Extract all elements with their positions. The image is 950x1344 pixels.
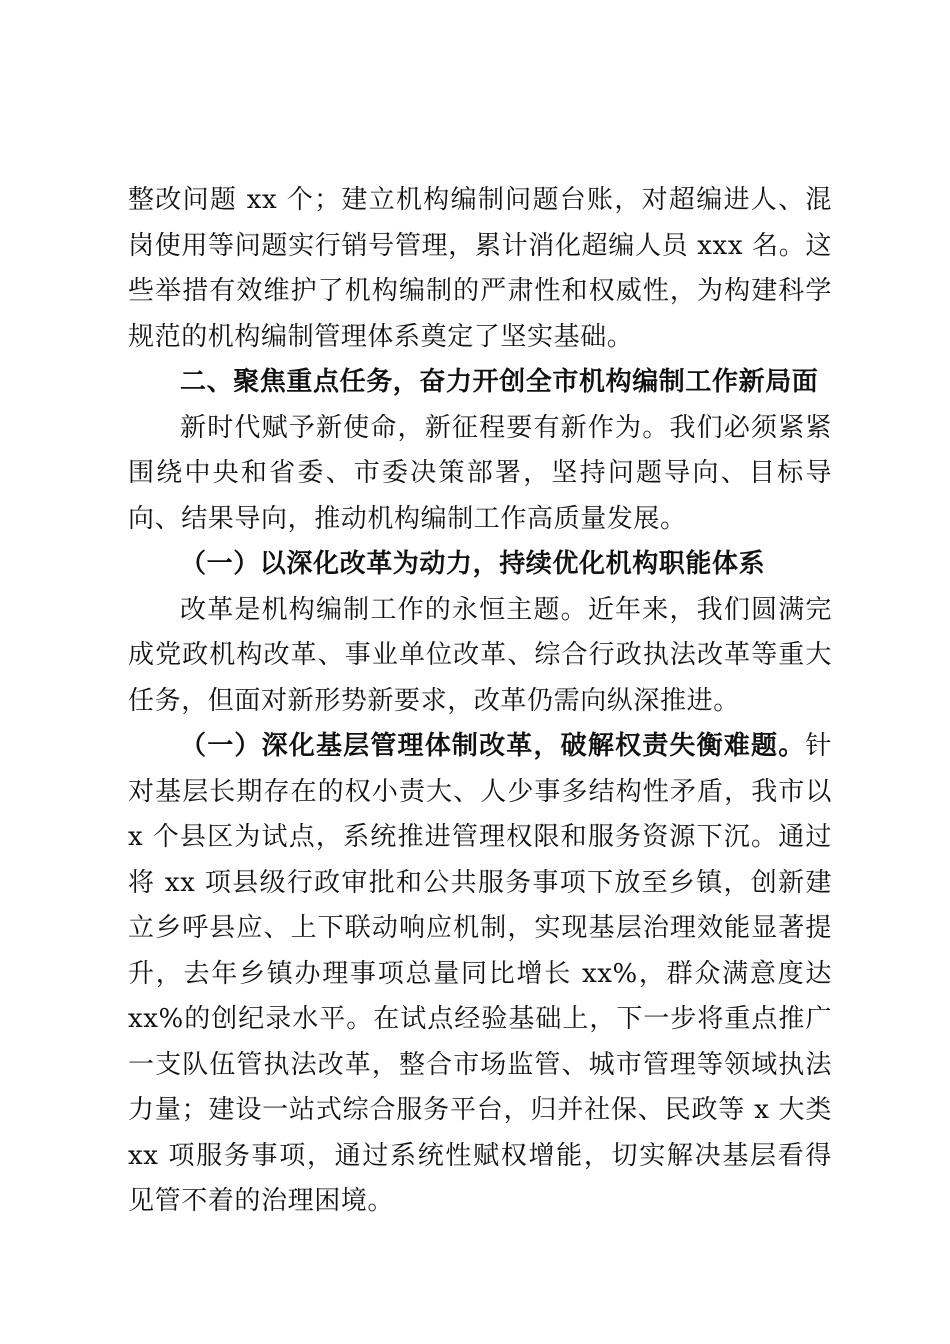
paragraph-lead-sentence: （一）深化基层管理体制改革，破解权责失衡难题。 xyxy=(180,731,806,761)
document-page xyxy=(128,178,832,1225)
paragraph-reform-intro: 改革是机构编制工作的永恒主题。近年来，我们圆满完成党政机构改革、事业单位改革、综合行政执法改革等重大任务，但面对新形势新要求，改革仍需向纵深推进。 xyxy=(128,594,832,716)
paragraph-body-text: 针对基层长期存在的权小责大、人少事多结构性矛盾，我市以 x 个县区为试点，系统推进管理权限和服务资源下沉。通过将 xx 项县级行政审批和公共服务事项下放至乡镇，创新建立乡呼县应、上下联动响应机制，实现基层治理效能显著提升，去年乡镇办理事项总量同比增长 xx%，群众满意度达 xx%的创纪录水平。在试点经验基础上，下一步将重点推广一支队伍管执法改革，整合市场监管、城市管理等领域执法力量；建设一站式综合服务平台，归并社保、民政等 x 大类 xx 项服务事项，通过系统性赋权增能，切实解决基层看得见管不着的治理困境。 xyxy=(128,731,832,1216)
paragraph-continuation: 整改问题 xx 个；建立机构编制问题台账，对超编进人、混岗使用等问题实行销号管理，累计消化超编人员 xxx 名。这些举措有效维护了机构编制的严肃性和权威性，为构建科学规范的机构编制管理体系奠定了坚实基础。 xyxy=(128,185,832,352)
subsection-heading-1: （一）以深化改革为动力，持续优化机构职能体系 xyxy=(180,549,766,579)
paragraph-grassroots-reform xyxy=(128,724,832,1225)
section-heading-2: 二、聚焦重点任务，奋力开创全市机构编制工作新局面 xyxy=(180,367,819,397)
paragraph-section-intro: 新时代赋予新使命，新征程要有新作为。我们必须紧紧围绕中央和省委、市委决策部署，坚持问题导向、目标导向、结果导向，推动机构编制工作高质量发展。 xyxy=(128,412,832,534)
